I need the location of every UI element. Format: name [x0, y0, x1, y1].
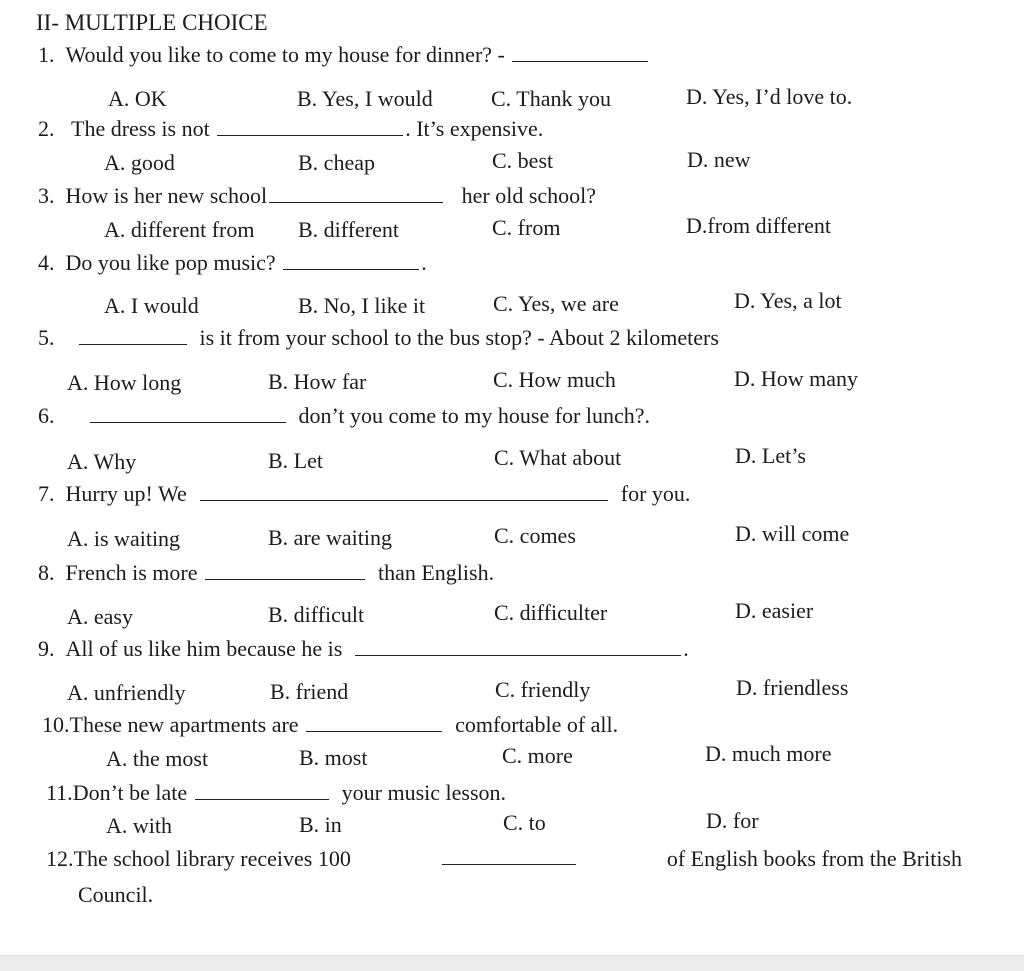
q7-option-b[interactable]: B. are waiting [268, 525, 393, 550]
question-text-after: of English books from the British [666, 846, 962, 871]
q9-option-c[interactable]: C. friendly [495, 677, 591, 702]
q5-option-d[interactable]: D. How many [734, 366, 859, 391]
q1-option-b[interactable]: B. Yes, I would [297, 86, 433, 111]
question-text-after: comfortable of all. [455, 712, 619, 737]
answer-blank[interactable] [283, 251, 419, 270]
q9-option-a[interactable]: A. unfriendly [67, 680, 186, 705]
question-number: 6. [38, 403, 55, 428]
q11-option-c[interactable]: C. to [503, 810, 546, 835]
question-text-after: . [421, 250, 427, 275]
question-number: 1. [38, 42, 55, 67]
q9-option-d[interactable]: D. friendless [736, 675, 849, 700]
q11-option-a[interactable]: A. with [106, 813, 172, 838]
question-text: These new apartments are [69, 712, 299, 737]
answer-blank[interactable] [90, 404, 286, 423]
q8-option-a[interactable]: A. easy [67, 604, 133, 629]
answer-blank[interactable] [195, 781, 329, 800]
answer-blank[interactable] [200, 482, 608, 501]
question-text: The dress is not [71, 116, 210, 141]
q3-option-c[interactable]: C. from [492, 215, 561, 240]
q2-option-b[interactable]: B. cheap [298, 150, 375, 175]
answer-blank[interactable] [217, 117, 403, 136]
question-3 [38, 183, 596, 209]
question-text: Would you like to come to my house for dinner? - [65, 42, 505, 67]
question-10 [42, 712, 618, 738]
question-8 [38, 560, 494, 586]
answer-blank[interactable] [269, 184, 443, 203]
question-number: 11. [46, 780, 73, 805]
q1-option-c[interactable]: C. Thank you [491, 86, 611, 111]
q3-option-a[interactable]: A. different from [104, 217, 255, 242]
q7-option-d[interactable]: D. will come [735, 521, 850, 546]
q11-option-d[interactable]: D. for [706, 808, 759, 833]
answer-blank[interactable] [355, 637, 681, 656]
question-12-left [46, 846, 351, 872]
answer-blank[interactable] [306, 713, 442, 732]
q5-option-b[interactable]: B. How far [268, 369, 367, 394]
q7-option-a[interactable]: A. is waiting [67, 526, 181, 551]
question-number: 4. [38, 250, 55, 275]
question-5 [38, 325, 719, 351]
q8-option-c[interactable]: C. difficulter [494, 600, 608, 625]
question-text-after: . It’s expensive. [405, 116, 544, 141]
question-text: Do you like pop music? [65, 250, 276, 275]
question-number: 7. [38, 481, 55, 506]
question-number: 10. [42, 712, 70, 737]
q1-option-a[interactable]: A. OK [108, 86, 167, 111]
q4-option-c[interactable]: C. Yes, we are [493, 291, 619, 316]
page-bottom-edge [0, 955, 1024, 971]
q3-option-d[interactable]: D.from different [686, 213, 831, 238]
q2-option-c[interactable]: C. best [492, 148, 554, 173]
q4-option-b[interactable]: B. No, I like it [298, 293, 426, 318]
q6-option-a[interactable]: A. Why [67, 449, 137, 474]
question-number: 5. [38, 325, 55, 350]
q4-option-d[interactable]: D. Yes, a lot [734, 288, 842, 313]
question-text: Hurry up! We [65, 481, 187, 506]
answer-blank[interactable] [205, 561, 365, 580]
question-text-after: . [683, 636, 689, 661]
question-4 [38, 250, 427, 276]
question-number: 2. [38, 116, 55, 141]
question-12 [46, 846, 962, 872]
question-text-after: your music lesson. [341, 780, 507, 805]
question-text-after: don’t you come to my house for lunch?. [298, 403, 651, 428]
q10-option-c[interactable]: C. more [502, 743, 573, 768]
question-2 [38, 116, 543, 142]
q1-option-d[interactable]: D. Yes, I’d love to. [686, 84, 853, 109]
question-text: Don’t be late [72, 780, 188, 805]
q9-option-b[interactable]: B. friend [270, 679, 349, 704]
question-7 [38, 481, 690, 507]
question-number: 9. [38, 636, 55, 661]
question-text: How is her new school [65, 183, 268, 208]
answer-blank[interactable] [79, 326, 187, 345]
q8-option-b[interactable]: B. difficult [268, 602, 365, 627]
answer-blank[interactable] [442, 846, 576, 865]
section-heading: II- MULTIPLE CHOICE [36, 10, 268, 35]
question-text: All of us like him because he is [65, 636, 343, 661]
question-text-after: is it from your school to the bus stop? - About 2 kilometers [199, 325, 719, 350]
question-text: French is more [65, 560, 198, 585]
question-6 [38, 403, 650, 429]
q5-option-a[interactable]: A. How long [67, 370, 182, 395]
question-number: 8. [38, 560, 55, 585]
answer-blank[interactable] [512, 43, 648, 62]
question-number: 3. [38, 183, 55, 208]
question-9 [38, 636, 689, 662]
q10-option-b[interactable]: B. most [299, 745, 368, 770]
q6-option-d[interactable]: D. Let’s [735, 443, 806, 468]
question-number: 12. [46, 846, 74, 871]
q10-option-d[interactable]: D. much more [705, 741, 832, 766]
question-text-after: her old school? [461, 183, 597, 208]
question-text-after: for you. [620, 481, 691, 506]
q8-option-d[interactable]: D. easier [735, 598, 814, 623]
q6-option-c[interactable]: C. What about [494, 445, 622, 470]
q3-option-b[interactable]: B. different [298, 217, 400, 242]
question-11 [46, 780, 506, 806]
q2-option-d[interactable]: D. new [687, 147, 751, 172]
q2-option-a[interactable]: A. good [104, 150, 175, 175]
q11-option-b[interactable]: B. in [299, 812, 342, 837]
question-text: The school library receives 100 [73, 846, 351, 871]
question-12-continuation: Council. [78, 882, 154, 907]
q5-option-c[interactable]: C. How much [493, 367, 616, 392]
question-1 [38, 42, 650, 68]
q4-option-a[interactable]: A. I would [104, 293, 199, 318]
q10-option-a[interactable]: A. the most [106, 746, 209, 771]
question-text-after: than English. [377, 560, 495, 585]
q7-option-c[interactable]: C. comes [494, 523, 576, 548]
q6-option-b[interactable]: B. Let [268, 448, 323, 473]
